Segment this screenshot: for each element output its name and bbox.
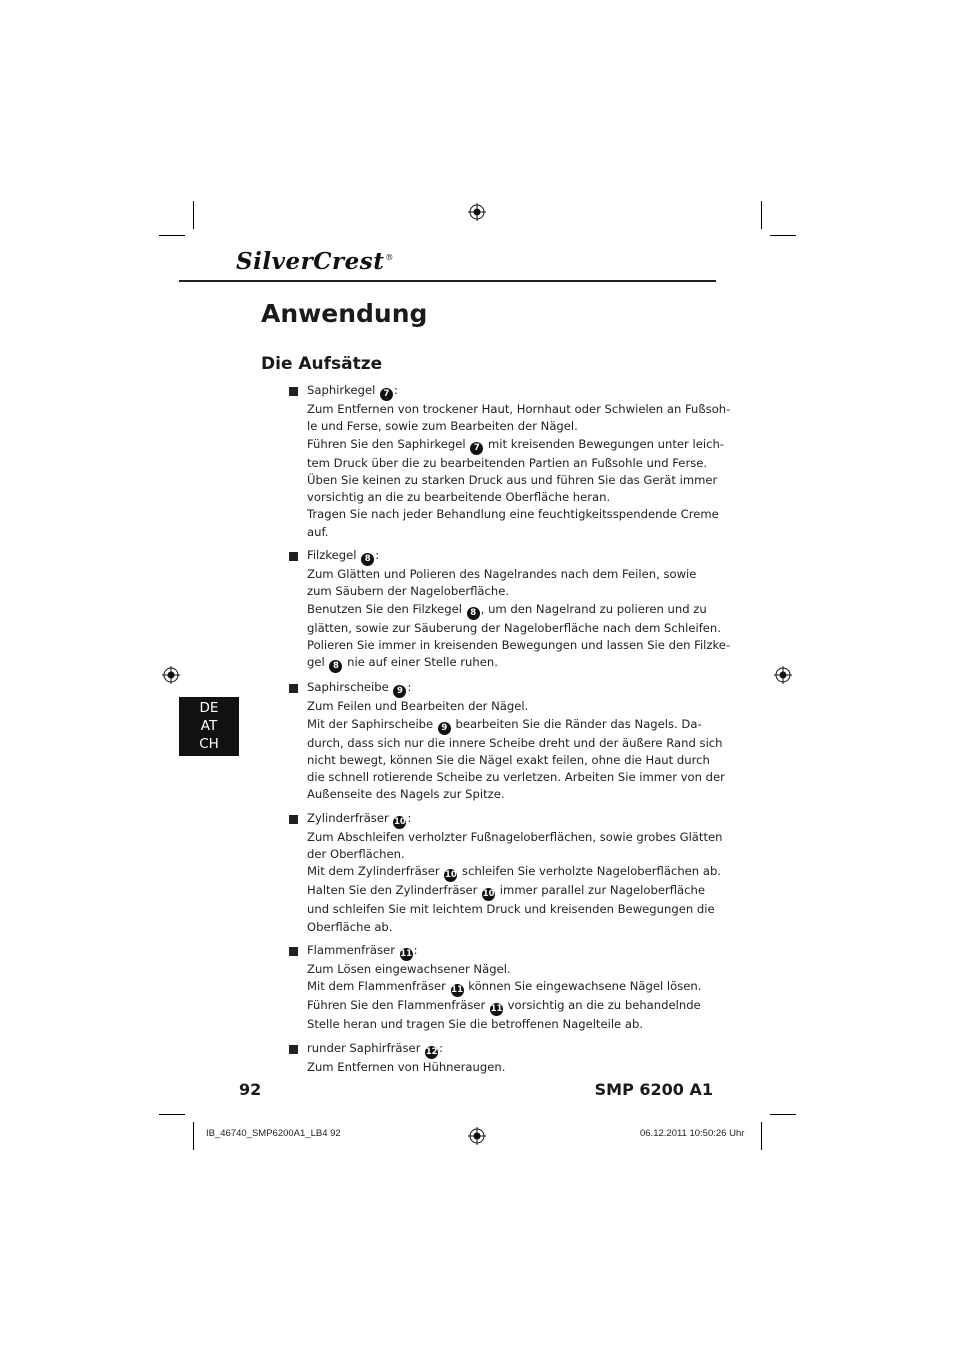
item-text-line — [307, 961, 712, 978]
part-number-badge: 11 — [400, 948, 413, 959]
text-segment: glätten, sowie zur Säuberung der Nageloberfläche nach dem Schleifen. — [307, 620, 721, 635]
text-segment: runder Saphirfräser — [307, 1040, 425, 1055]
text-segment: Führen Sie den Saphirkegel — [307, 436, 470, 451]
bullet-square-icon — [289, 552, 298, 561]
text-segment: Mit dem Zylinderfräser — [307, 864, 444, 879]
brand-logo — [236, 248, 394, 275]
item-text-line — [307, 978, 712, 997]
text-segment: Saphirkegel — [307, 383, 379, 397]
crop-mark — [193, 1122, 194, 1150]
bullet-square-icon — [289, 815, 298, 824]
registration-mark-icon — [468, 203, 486, 221]
list-item — [287, 679, 725, 803]
text-segment: vorsichtig an die zu bearbeitende Oberfläche heran. — [307, 490, 611, 505]
part-number-badge: 8 — [361, 553, 374, 566]
part-number-badge: 11 — [490, 1004, 503, 1015]
text-segment: Üben Sie keinen zu starken Druck aus und führen Sie das Gerät immer — [307, 472, 718, 487]
header-rule — [179, 280, 716, 282]
text-segment: Zum Glätten und Polieren des Nagelrandes nach dem Feilen, sowie — [307, 567, 697, 582]
text-segment: immer parallel zur Nageloberfläche — [496, 883, 706, 898]
item-text-line — [307, 601, 712, 620]
text-segment: : — [413, 942, 418, 957]
text-segment: Flammenfräser — [307, 942, 399, 957]
item-text-line — [307, 489, 712, 506]
item-text-line — [307, 1059, 712, 1076]
list-item — [287, 1040, 712, 1076]
text-segment: der Oberflächen. — [307, 847, 405, 862]
crop-mark — [770, 235, 796, 236]
text-segment: Zum Entfernen von trockener Haut, Hornhaut oder Schwielen an Fußsoh- — [307, 402, 731, 416]
text-segment: zum Säubern der Nageloberfläche. — [307, 584, 510, 599]
item-heading — [307, 1040, 712, 1059]
text-segment: Zum Abschleifen verholzter Fußnageloberflächen, sowie grobes Glätten — [307, 829, 723, 844]
text-segment: Stelle heran und tragen Sie die betroffenen Nagelteile ab. — [307, 1017, 644, 1032]
item-text-line — [307, 829, 723, 846]
page-title: Anwendung — [261, 299, 428, 328]
item-text-line — [307, 997, 712, 1016]
item-text-line — [307, 455, 712, 472]
text-segment: : — [407, 810, 412, 825]
item-text-line — [307, 566, 712, 583]
text-segment: Zum Feilen und Bearbeiten der Nägel. — [307, 699, 529, 714]
language-code: CH — [199, 736, 219, 752]
crop-mark — [193, 201, 194, 229]
text-segment: Saphirscheibe — [307, 680, 393, 695]
item-text-line — [307, 735, 723, 752]
language-code: AT — [200, 718, 218, 734]
item-text-line — [307, 1016, 712, 1033]
text-segment: tem Druck über die zu bearbeitenden Partien an Fußsohle und Ferse. — [307, 455, 708, 470]
brand-registered-mark: ® — [385, 253, 394, 263]
text-segment: vorsichtig an die zu behandelnde — [503, 998, 701, 1013]
text-segment: : — [394, 383, 398, 397]
text-segment: le und Ferse, sowie zum Bearbeiten der Nägel. — [307, 419, 578, 434]
text-segment: Polieren Sie immer in kreisenden Bewegungen und lassen Sie den Filzke- — [307, 637, 731, 652]
item-heading — [307, 810, 712, 829]
item-text-line — [307, 637, 731, 654]
item-text-line — [307, 472, 718, 489]
brand-name: SilverCrest — [236, 248, 385, 275]
bullet-square-icon — [289, 684, 298, 693]
part-number-badge: 9 — [393, 685, 406, 698]
text-segment: Zylinderfräser — [307, 810, 393, 825]
item-text-line — [307, 506, 719, 523]
item-text-line — [307, 882, 712, 901]
text-segment: nie auf einer Stelle ruhen. — [343, 655, 498, 670]
item-text-line — [307, 401, 731, 418]
item-text-line — [307, 620, 721, 637]
text-segment: durch, dass sich nur die innere Scheibe dreht und der äußere Rand sich — [307, 735, 723, 750]
list-item — [287, 547, 731, 673]
text-segment: Führen Sie den Flammenfräser — [307, 998, 489, 1013]
text-segment: Tragen Sie nach jeder Behandlung eine feuchtigkeitsspendende Creme — [307, 507, 719, 522]
part-number-badge: 8 — [467, 607, 480, 620]
crop-mark — [761, 201, 762, 229]
part-number-badge: 10 — [444, 870, 457, 881]
item-text-line — [307, 752, 712, 769]
item-text-line — [307, 716, 712, 735]
item-heading — [307, 547, 712, 566]
model-number: SMP 6200 A1 — [594, 1080, 713, 1099]
attachment-list — [287, 382, 731, 1082]
text-segment: : — [375, 548, 380, 563]
text-segment: und schleifen Sie mit leichtem Druck und kreisenden Bewegungen die — [307, 902, 715, 917]
item-text-line — [307, 863, 721, 882]
item-text-line — [307, 786, 712, 803]
registration-mark-icon — [774, 666, 792, 684]
text-segment: gel — [307, 655, 329, 670]
registration-mark-icon — [468, 1127, 486, 1145]
item-text-line — [307, 901, 715, 918]
item-text-line — [307, 583, 712, 600]
text-segment: Zum Lösen eingewachsener Nägel. — [307, 961, 511, 976]
text-segment: nicht bewegt, können Sie die Nägel exakt feilen, ohne die Haut durch — [307, 752, 710, 767]
bullet-square-icon — [289, 387, 298, 396]
item-text-line — [307, 524, 712, 541]
text-segment: Außenseite des Nagels zur Spitze. — [307, 787, 505, 802]
item-text-line — [307, 698, 712, 715]
bullet-square-icon — [289, 1045, 298, 1054]
text-segment: Mit der Saphirscheibe — [307, 716, 437, 731]
text-segment: Mit dem Flammenfräser — [307, 979, 450, 994]
language-code: DE — [199, 700, 219, 716]
item-text-line — [307, 769, 725, 786]
part-number-badge: 8 — [329, 660, 342, 673]
list-item — [287, 382, 731, 541]
text-segment: bearbeiten Sie die Ränder das Nagels. Da- — [451, 716, 702, 731]
print-slug-date: 06.12.2011 10:50:26 Uhr — [640, 1128, 745, 1139]
text-segment: Halten Sie den Zylinderfräser — [307, 883, 482, 898]
part-number-badge: 7 — [470, 442, 483, 455]
crop-mark — [770, 1114, 796, 1115]
item-heading — [307, 942, 712, 961]
crop-mark — [761, 1122, 762, 1150]
part-number-badge: 7 — [380, 388, 393, 401]
text-segment: Zum Entfernen von Hühneraugen. — [307, 1059, 506, 1074]
list-item — [287, 942, 712, 1034]
item-heading — [307, 382, 712, 401]
section-title: Die Aufsätze — [261, 354, 383, 374]
part-number-badge: 11 — [451, 985, 463, 996]
text-segment: : — [439, 1040, 444, 1055]
text-segment: Filzkegel — [307, 548, 361, 563]
item-text-line — [307, 418, 712, 435]
item-heading — [307, 679, 712, 698]
item-text-line — [307, 436, 724, 455]
language-tab — [179, 697, 239, 756]
part-number-badge: 12 — [425, 1046, 438, 1057]
part-number-badge: 10 — [394, 816, 406, 827]
item-text-line — [307, 846, 712, 863]
item-text-line — [307, 654, 712, 673]
item-text-line — [307, 919, 712, 936]
registration-mark-icon — [162, 666, 180, 684]
part-number-badge: 9 — [438, 722, 451, 735]
page-number: 92 — [239, 1080, 262, 1099]
text-segment: auf. — [307, 524, 329, 539]
text-segment: Benutzen Sie den Filzkegel — [307, 601, 466, 616]
bullet-square-icon — [289, 947, 298, 956]
print-slug-file: IB_46740_SMP6200A1_LB4 92 — [206, 1128, 341, 1139]
text-segment: die schnell rotierende Scheibe zu verletzen. Arbeiten Sie immer von der — [307, 770, 725, 785]
part-number-badge: 10 — [482, 889, 495, 900]
text-segment: Oberfläche ab. — [307, 919, 393, 934]
list-item — [287, 810, 723, 936]
crop-mark — [159, 235, 185, 236]
text-segment: können Sie eingewachsene Nägel lösen. — [464, 979, 702, 994]
text-segment: : — [407, 680, 412, 695]
text-segment: schleifen Sie verholzte Nageloberflächen ab. — [458, 864, 721, 879]
text-segment: mit kreisenden Bewegungen unter leich- — [484, 436, 724, 451]
text-segment: , um den Nagelrand zu polieren und zu — [480, 601, 707, 616]
crop-mark — [159, 1114, 185, 1115]
